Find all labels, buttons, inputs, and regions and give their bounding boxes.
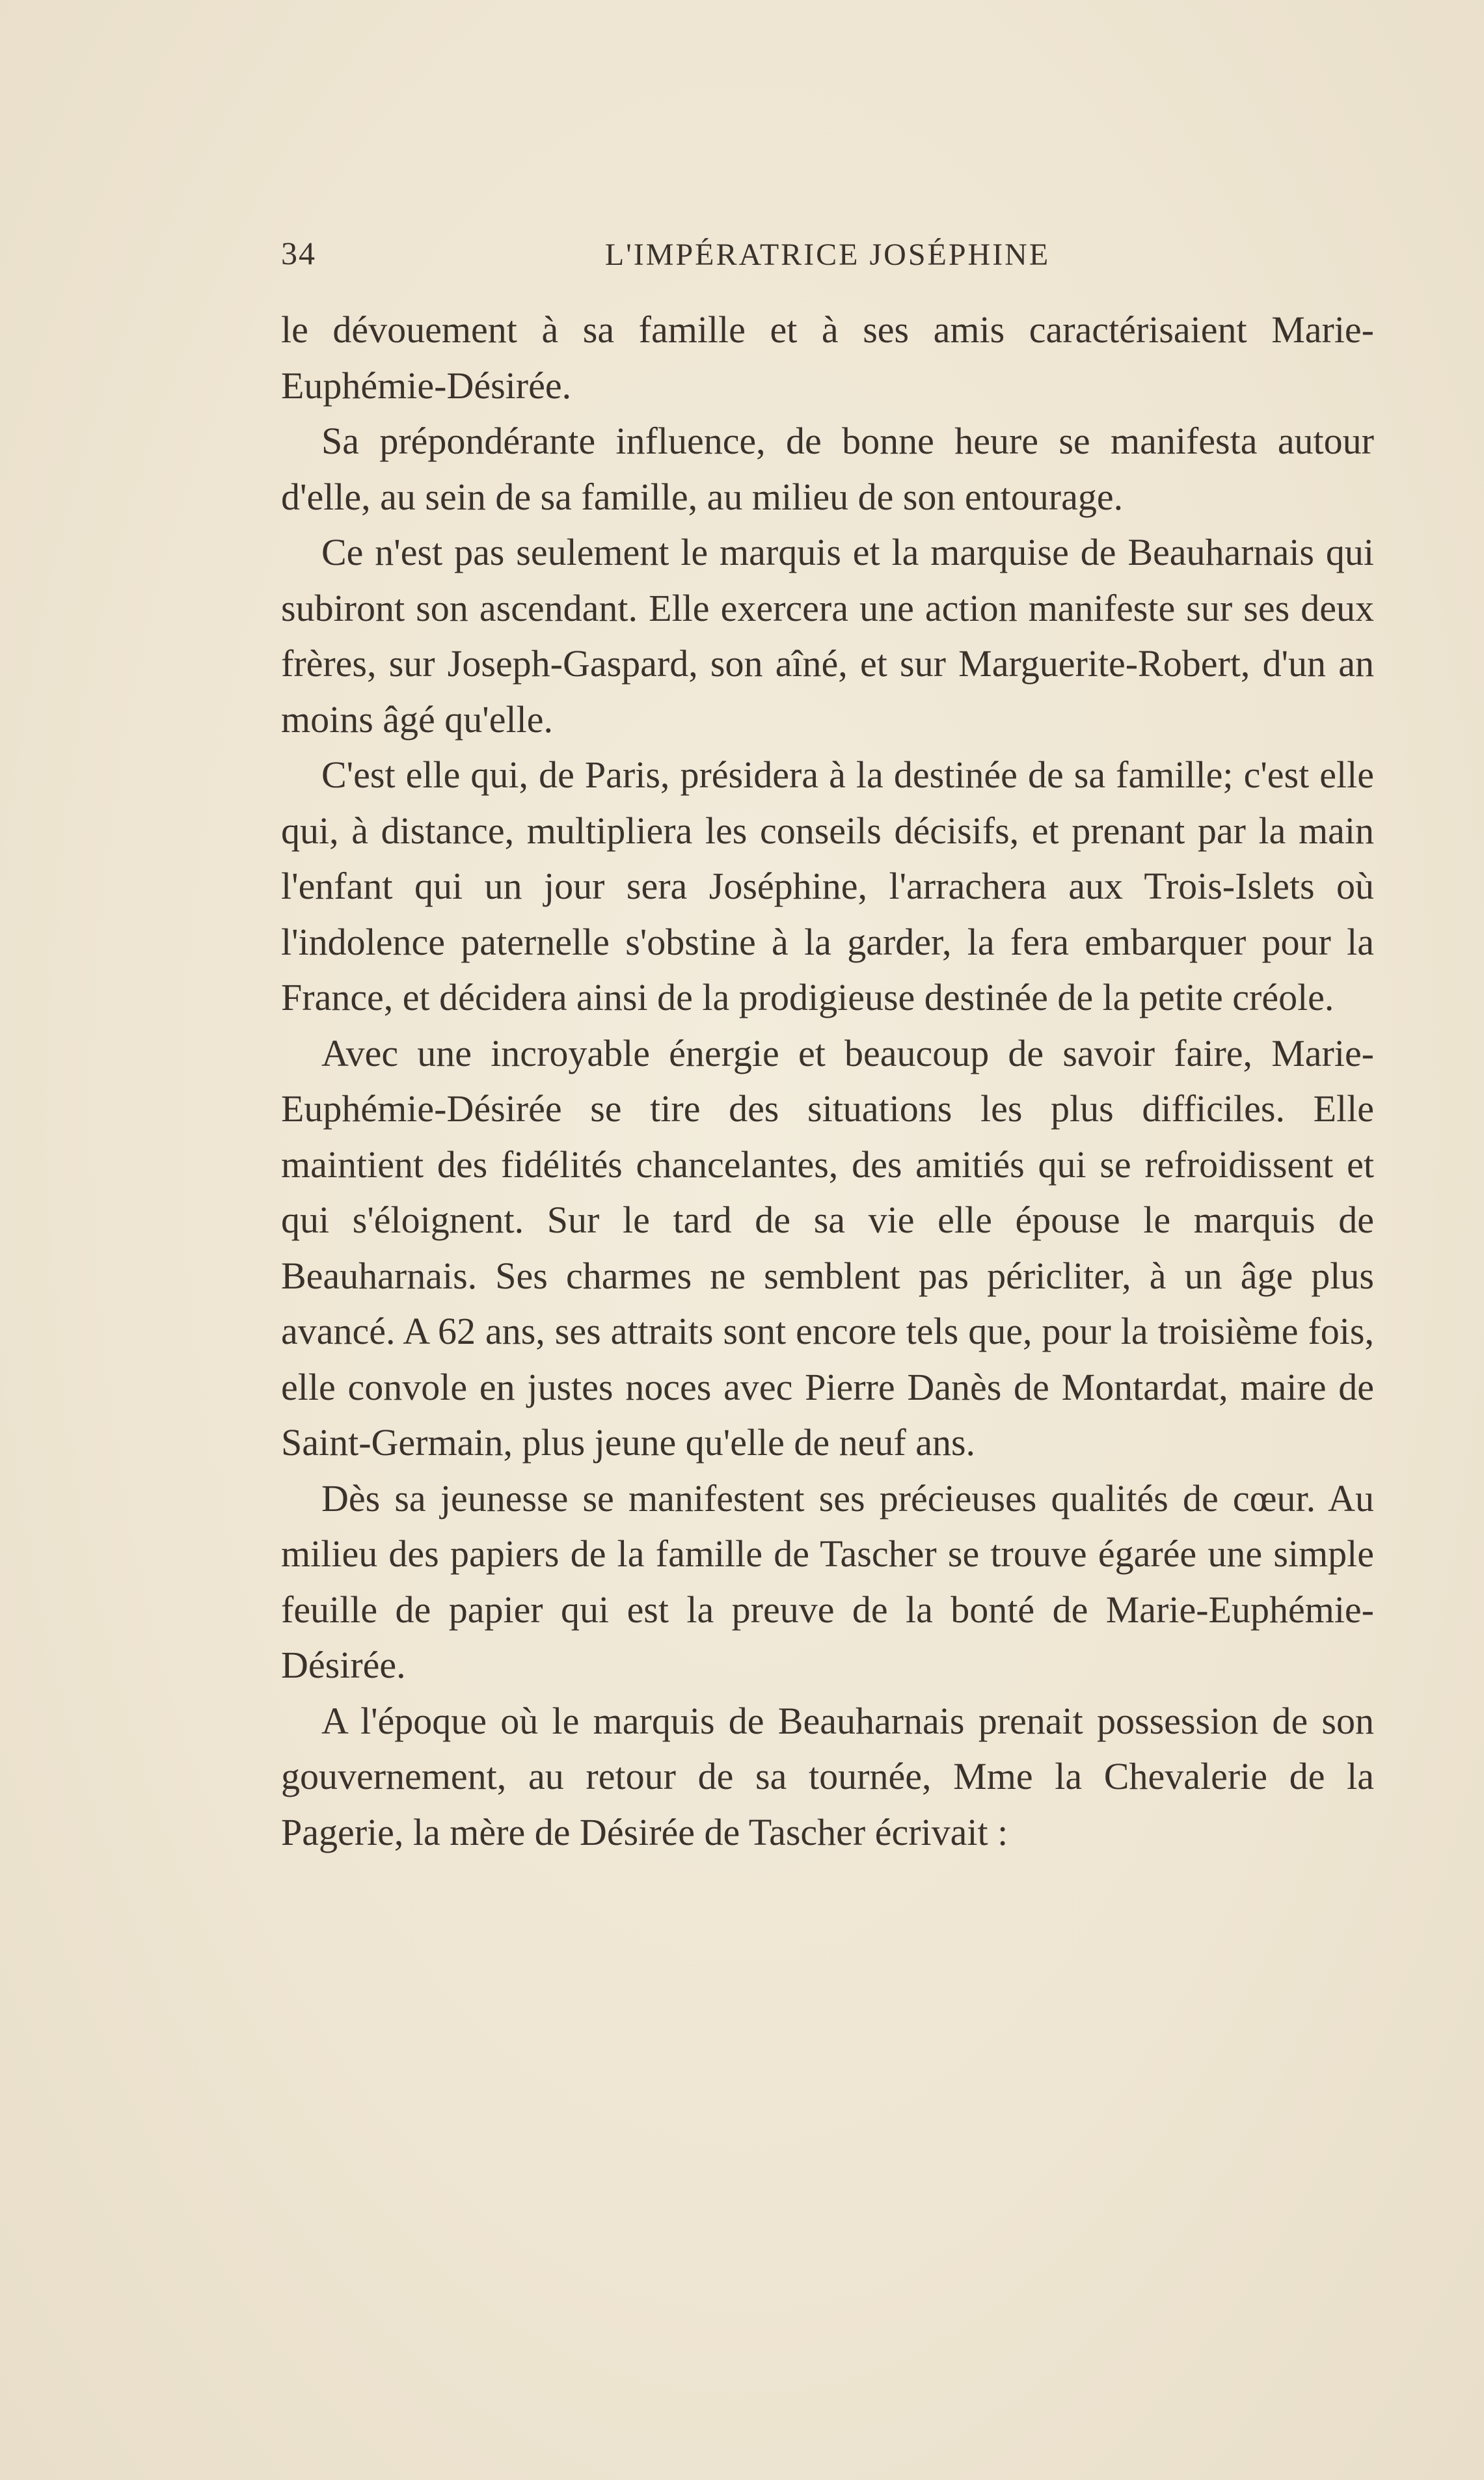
paragraph-3: Ce n'est pas seulement le marquis et la marquise de Beauharnais qui subiront son ascendant. Elle exercera une action manifeste sur ses deux frères, sur Joseph-Gaspard, son aîné, et sur Marguerite-Robert, d'un an moins âgé qu'elle. bbox=[281, 531, 1374, 741]
page-header bbox=[281, 234, 1374, 276]
paragraph-7: A l'époque où le marquis de Beauharnais prenait possession de son gouvernement, au retour de sa tournée, Mme la Chevalerie de la Pagerie, la mère de Désirée de Tascher écrivait : bbox=[281, 1699, 1374, 1853]
page-number: 34 bbox=[281, 235, 316, 271]
paragraph-4: C'est elle qui, de Paris, présidera à la destinée de sa famille; c'est elle qui, à distance, multipliera les conseils décisifs, et prenant par la main l'enfant qui un jour sera Joséphine, l'arrachera aux Trois-Islets où l'indolence paternelle s'obstine à la garder, la fera embarquer pour la France, et décidera ainsi de la prodigieuse destinée de la petite créole. bbox=[281, 754, 1374, 1018]
paragraph-6: Dès sa jeunesse se manifestent ses précieuses qualités de cœur. Au milieu des papiers de la famille de Tascher se trouve égarée une simple feuille de papier qui est la preuve de la bonté de Marie-Euphémie-Désirée. bbox=[281, 1477, 1374, 1686]
book-page bbox=[281, 234, 1374, 1860]
body-text bbox=[281, 302, 1374, 1860]
paragraph-5: Avec une incroyable énergie et beaucoup de savoir faire, Marie-Euphémie-Désirée se tire des situations les plus difficiles. Elle maintient des fidélités chancelantes, des amitiés qui se refroidissent et qui s'éloignent. Sur le tard de sa vie elle épouse le marquis de Beauharnais. Ses charmes ne semblent pas péricliter, à un âge plus avancé. A 62 ans, ses attraits sont encore tels que, pour la troisième fois, elle convole en justes noces avec Pierre Danès de Montardat, maire de Saint-Germain, plus jeune qu'elle de neuf ans. bbox=[281, 1031, 1374, 1464]
paragraph-1: le dévouement à sa famille et à ses amis caractérisaient Marie-Euphémie-Désirée. bbox=[281, 308, 1374, 407]
running-head: L'IMPÉRATRICE JOSÉPHINE bbox=[604, 238, 1051, 272]
paragraph-2: Sa prépondérante influence, de bonne heure se manifesta autour d'elle, au sein de sa famille, au milieu de son entourage. bbox=[281, 420, 1374, 518]
